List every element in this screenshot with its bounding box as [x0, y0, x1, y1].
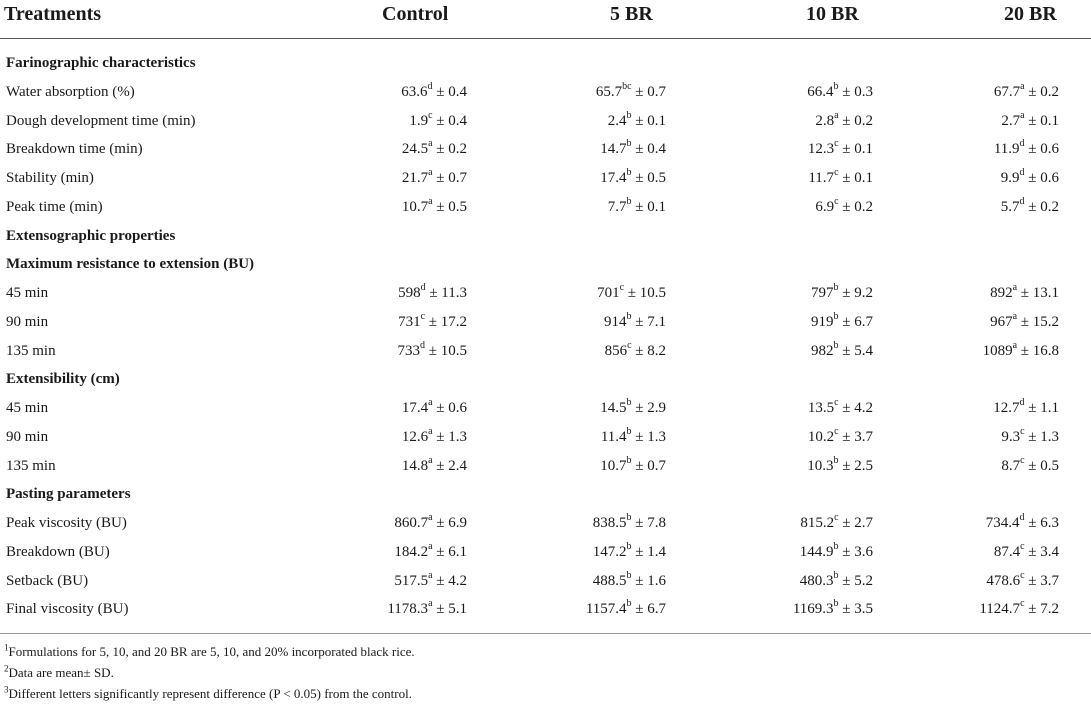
- value-cell: 184.2$^a$ ± 6.1: [394, 540, 467, 560]
- section-header-row: [0, 365, 1091, 394]
- table-row: [0, 509, 1091, 538]
- value-cell: 14.5$^b$ ± 2.9: [600, 397, 666, 416]
- table-row: [0, 423, 1091, 452]
- value-cell: 11.9$^d$ ± 0.6: [993, 138, 1059, 158]
- row-label: Dough development time (min): [6, 112, 196, 129]
- section-header-row: [0, 49, 1091, 78]
- value-cell: 1178.3$^a$ ± 5.1: [387, 598, 467, 618]
- value-cell: 17.4$^b$ ± 0.5: [600, 167, 666, 186]
- header-10br: 10 BR: [806, 3, 859, 25]
- row-label: Breakdown (BU): [6, 543, 110, 560]
- value-cell: 919$^b$ ± 6.7: [811, 310, 873, 330]
- value-cell: 8.7$^c$ ± 0.5: [1001, 454, 1059, 474]
- table-row: [0, 279, 1091, 308]
- value-cell: 14.7$^b$ ± 0.4: [600, 138, 666, 158]
- row-label: 90 min: [6, 313, 49, 330]
- table-row: [0, 308, 1091, 337]
- value-cell: 734.4$^d$ ± 6.3: [985, 512, 1059, 531]
- table-row: [0, 595, 1091, 624]
- row-label: 135 min: [6, 342, 56, 359]
- row-label: Setback (BU): [6, 572, 89, 589]
- value-cell: 12.7$^d$ ± 1.1: [993, 397, 1059, 416]
- table-bottom-rule: [0, 633, 1091, 634]
- value-cell: 856$^c$ ± 8.2: [604, 339, 666, 359]
- row-label: 135 min: [6, 457, 56, 474]
- value-cell: 10.7$^a$ ± 0.5: [401, 195, 467, 215]
- value-cell: 731$^c$ ± 17.2: [398, 310, 467, 330]
- value-cell: 87.4$^c$ ± 3.4: [993, 540, 1059, 560]
- value-cell: 815.2$^c$ ± 2.7: [800, 512, 873, 531]
- value-cell: 860.7$^a$ ± 6.9: [394, 512, 467, 531]
- value-cell: 733$^d$ ± 10.5: [397, 339, 467, 359]
- value-cell: 7.7$^b$ ± 0.1: [607, 195, 666, 215]
- value-cell: 2.8$^a$ ± 0.2: [815, 109, 873, 129]
- row-label: Final viscosity (BU): [6, 601, 129, 618]
- footnote: $^2$Data are mean± SD.: [4, 663, 114, 680]
- section-label: Farinographic characteristics: [6, 55, 196, 71]
- value-cell: 982$^b$ ± 5.4: [811, 339, 873, 359]
- value-cell: 838.5$^b$ ± 7.8: [592, 512, 666, 531]
- value-cell: 914$^b$ ± 7.1: [604, 310, 666, 330]
- value-cell: 17.4$^a$ ± 0.6: [401, 397, 467, 416]
- value-cell: 63.6$^d$ ± 0.4: [401, 80, 467, 100]
- value-cell: 21.7$^a$ ± 0.7: [401, 167, 467, 186]
- value-cell: 480.3$^b$ ± 5.2: [799, 569, 873, 589]
- value-cell: 10.7$^b$ ± 0.7: [600, 454, 666, 474]
- header-rule: [0, 38, 1091, 39]
- row-label: 45 min: [6, 285, 49, 301]
- value-cell: 1169.3$^b$ ± 3.5: [792, 598, 873, 618]
- table-row: [0, 538, 1091, 567]
- value-cell: 967$^a$ ± 15.2: [990, 310, 1059, 330]
- row-label: Breakdown time (min): [6, 141, 143, 158]
- section-label: Extensographic properties: [6, 227, 176, 244]
- value-cell: 2.7$^a$ ± 0.1: [1001, 109, 1059, 129]
- table-header: [0, 0, 1091, 38]
- row-label: Water absorption (%): [6, 83, 135, 100]
- value-cell: 488.5$^b$ ± 1.6: [592, 569, 666, 589]
- value-cell: 144.9$^b$ ± 3.6: [799, 540, 873, 560]
- row-label: Peak time (min): [6, 198, 103, 215]
- value-cell: 9.9$^d$ ± 0.6: [1000, 167, 1059, 186]
- table-body: [0, 49, 1091, 624]
- value-cell: 701$^c$ ± 10.5: [597, 282, 666, 301]
- section-header-row: [0, 222, 1091, 251]
- footnote: $^1$Formulations for 5, 10, and 20 BR are 5, 10, and 20% incorporated black rice.: [4, 642, 415, 659]
- section-label: Extensibility (cm): [6, 371, 120, 388]
- value-cell: 14.8$^a$ ± 2.4: [401, 454, 467, 474]
- value-cell: 12.6$^a$ ± 1.3: [401, 425, 467, 445]
- value-cell: 6.9$^c$ ± 0.2: [815, 195, 873, 215]
- row-label: Stability (min): [6, 170, 94, 186]
- table-row: [0, 567, 1091, 596]
- footnotes: [4, 641, 415, 704]
- row-label: 45 min: [6, 400, 49, 416]
- value-cell: 9.3$^c$ ± 1.3: [1001, 425, 1059, 445]
- table-row: [0, 107, 1091, 136]
- value-cell: 12.3$^c$ ± 0.1: [807, 138, 873, 158]
- value-cell: 11.7$^c$ ± 0.1: [808, 167, 873, 186]
- header-treatments: Treatments: [4, 3, 102, 25]
- table-row: [0, 135, 1091, 164]
- value-cell: 517.5$^a$ ± 4.2: [394, 569, 467, 589]
- value-cell: 66.4$^b$ ± 0.3: [807, 80, 873, 100]
- section-header-row: [0, 250, 1091, 279]
- value-cell: 10.2$^c$ ± 3.7: [807, 425, 873, 445]
- section-label: Maximum resistance to extension (BU): [6, 256, 255, 273]
- value-cell: 13.5$^c$ ± 4.2: [807, 397, 873, 416]
- value-cell: 478.6$^c$ ± 3.7: [986, 569, 1059, 589]
- value-cell: 1.9$^c$ ± 0.4: [409, 109, 467, 129]
- table-row: [0, 193, 1091, 222]
- value-cell: 1157.4$^b$ ± 6.7: [585, 598, 666, 618]
- value-cell: 892$^a$ ± 13.1: [990, 282, 1059, 301]
- header-control: Control: [382, 3, 449, 25]
- value-cell: 24.5$^a$ ± 0.2: [401, 138, 467, 158]
- value-cell: 1124.7$^c$ ± 7.2: [979, 598, 1059, 618]
- table-row: [0, 452, 1091, 481]
- value-cell: 11.4$^b$ ± 1.3: [600, 425, 666, 445]
- value-cell: 598$^d$ ± 11.3: [398, 282, 467, 301]
- table-row: [0, 78, 1091, 107]
- row-label: 90 min: [6, 428, 49, 445]
- value-cell: 147.2$^b$ ± 1.4: [592, 540, 666, 560]
- value-cell: 67.7$^a$ ± 0.2: [993, 80, 1059, 100]
- value-cell: 5.7$^d$ ± 0.2: [1000, 195, 1059, 215]
- value-cell: 2.4$^b$ ± 0.1: [607, 109, 666, 129]
- row-label: Peak viscosity (BU): [6, 515, 127, 531]
- footnote: $^3$Different letters significantly represent difference (P < 0.05) from the control.: [4, 684, 412, 701]
- header-5br: 5 BR: [610, 3, 653, 25]
- section-header-row: [0, 480, 1091, 509]
- value-cell: 65.7$^{bc}$ ± 0.7: [595, 80, 666, 100]
- value-cell: 797$^b$ ± 9.2: [811, 282, 873, 301]
- table-row: [0, 164, 1091, 193]
- table-row: [0, 394, 1091, 423]
- value-cell: 1089$^a$ ± 16.8: [982, 339, 1059, 359]
- table-row: [0, 337, 1091, 366]
- value-cell: 10.3$^b$ ± 2.5: [807, 454, 873, 474]
- section-label: Pasting parameters: [6, 486, 131, 503]
- header-20br: 20 BR: [1004, 3, 1057, 25]
